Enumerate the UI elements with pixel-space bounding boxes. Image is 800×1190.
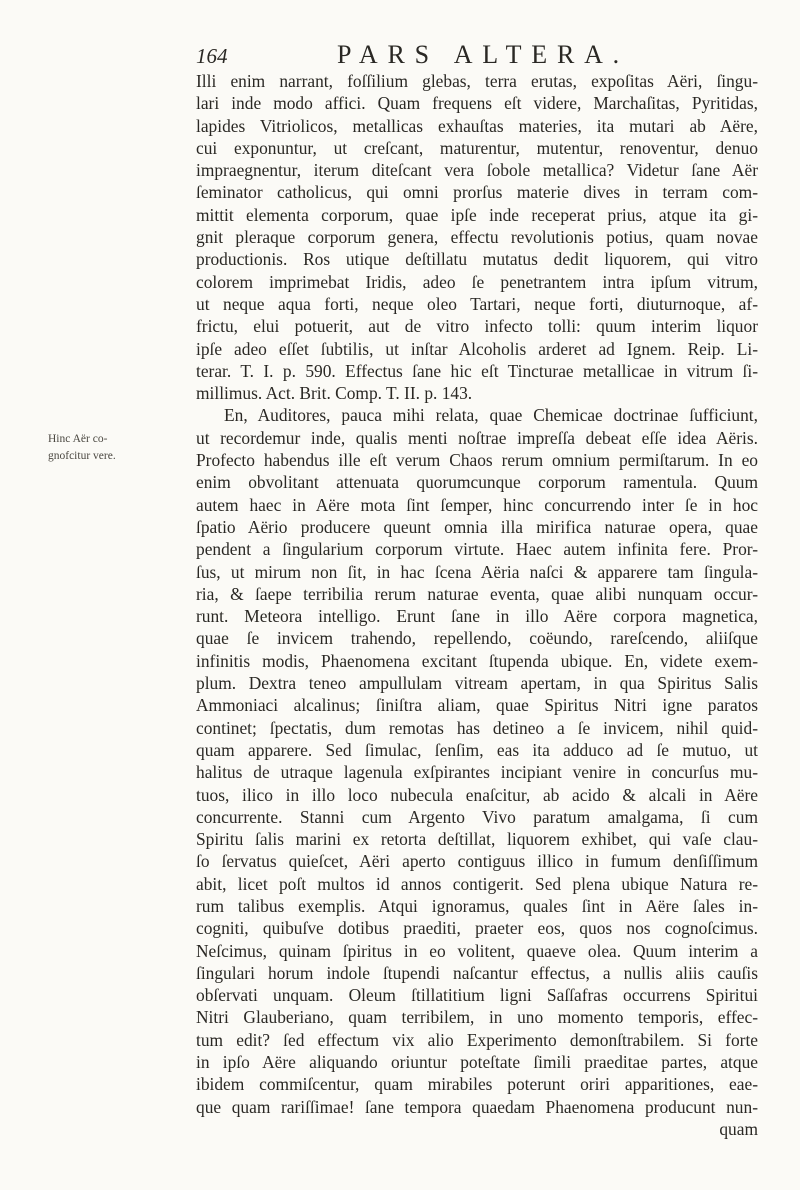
text-line: frictu, elui potuerit, aut de vitro infecto tolli: quum interim liquor bbox=[196, 316, 758, 337]
margin-note-line: Hinc Aër co- bbox=[48, 433, 108, 445]
text-line: quam apparere. Sed ſimulac, ſenſim, eas ita adduco ad ſe mutuo, ut bbox=[196, 739, 758, 760]
text-line: rum talibus exemplis. Atqui ignoramus, quales ſint in Aëre ſales in- bbox=[196, 895, 758, 916]
text-line: tum edit? ſed effectum vix alio Experimento demonſtrabilem. Si forte bbox=[196, 1029, 758, 1050]
catchword: quam bbox=[719, 1118, 758, 1139]
text-line: halitus de utraque lagenula exſpirantes incipiant venire in concurſus mu- bbox=[196, 762, 758, 783]
text-line: Ammoniaci alcalinus; ſiniſtra aliam, quae Spiritus Nitri igne paratos bbox=[196, 695, 758, 716]
running-head: PARS ALTERA. bbox=[337, 40, 629, 69]
text-line: millimus. Act. Brit. Comp. T. II. p. 143. bbox=[196, 383, 473, 404]
text-line: impraegnentur, iterum diteſcant vera ſobole metallica? Videtur ſane Aër bbox=[196, 160, 758, 181]
text-line: runt. Meteora intelligo. Erunt ſane in illo Aëre corpora magnetica, bbox=[196, 606, 758, 627]
text-line: ria, & ſaepe terribilia rerum naturae eventa, quae alibi nunquam occur- bbox=[196, 583, 758, 604]
text-line: plum. Dextra teneo ampullulam vitream apertam, in qua Spiritus Salis bbox=[196, 673, 758, 694]
text-line: infinitis modis, Phaenomena excitant ſtupenda ubique. En, videte exem- bbox=[196, 650, 758, 671]
text-line: cui exponuntur, ut creſcant, maturentur, mutentur, renoventur, denuo bbox=[196, 137, 758, 158]
text-line: lapides Vitriolicos, metallicas exhauſtas materies, ita mutari ab Aëre, bbox=[196, 115, 758, 136]
text-line: ut neque aqua forti, neque oleo Tartari, neque forti, diuturnoque, af- bbox=[196, 293, 758, 314]
text-line: ſingulari horum indole ſtupendi naſcantur effectus, a nullis aliis cauſis bbox=[196, 962, 758, 983]
margin-note-line: gnofcitur vere. bbox=[48, 450, 116, 462]
page-number: 164 bbox=[196, 44, 228, 68]
text-line: abit, licet poſt multos id annos contigerit. Sed plena ubique Natura re- bbox=[196, 873, 758, 894]
text-line: colorem imprimebat Iridis, adeo ſe penetrantem intra ipſum vitrum, bbox=[196, 271, 758, 292]
text-line: que quam rariſſimae! ſane tempora quaedam Phaenomena producunt nun- bbox=[196, 1096, 758, 1117]
margin-note bbox=[48, 431, 130, 465]
text-line: concurrente. Stanni cum Argento Vivo paratum amalgama, ſi cum bbox=[196, 806, 758, 827]
text-line: ſeminator catholicus, qui omni prorſus materie dives in terram com- bbox=[196, 182, 758, 203]
text-line: lari inde modo affici. Quam frequens eſt videre, Marchaſitas, Pyritidas, bbox=[196, 93, 758, 114]
text-line: autem haec in Aëre mota ſint ſemper, hinc concurrendo inter ſe in hoc bbox=[196, 494, 758, 515]
text-line: pendent a ſingularium corporum virtute. Haec autem infinita fere. Pror- bbox=[196, 539, 758, 560]
text-line: obſervati unquam. Oleum ſtillatitium ligni Saſſafras occurrens Spiritui bbox=[196, 985, 758, 1006]
text-line: Neſcimus, quinam ſpiritus in eo volitent, quaeve olea. Quum interim a bbox=[196, 940, 758, 961]
text-line: productionis. Ros utique deſtillatu mutatus dedit liquorem, qui vitro bbox=[196, 249, 758, 270]
text-line: mittit elementa corporum, quae ipſe inde receperat prius, atque ita gi- bbox=[196, 204, 758, 225]
text-line: cogniti, quibuſve dotibus praediti, praeter eos, quos nos cognoſcimus. bbox=[196, 918, 758, 939]
text-line: in ipſo Aëre aliquando oriuntur poteſtate ſimili praeditae partes, atque bbox=[196, 1052, 758, 1073]
page-header bbox=[196, 40, 756, 70]
text-line: Nitri Glauberiano, quam terribilem, in uno momento temporis, effec- bbox=[196, 1007, 758, 1028]
text-line: enim obvolitant attenuata quorumcunque corporum ramentula. Quum bbox=[196, 472, 758, 493]
text-line: terar. T. I. p. 590. Effectus ſane hic eſt Tincturae metallicae in vitrum ſi- bbox=[196, 360, 758, 381]
text-line: ſo ſervatus quieſcet, Aëri aperto contiguus illico in fumum denſiſſimum bbox=[196, 851, 758, 872]
text-line: tuos, ilico in illo loco nubecula enaſcitur, ab acido & alcali in Aëre bbox=[196, 784, 758, 805]
text-line: ibidem commiſcentur, quam mirabiles poterunt oriri apparitiones, eae- bbox=[196, 1074, 758, 1095]
text-line: Profecto habendus ille eſt verum Chaos rerum omnium permiſtarum. In eo bbox=[196, 450, 758, 471]
text-line: continet; ſpectatis, dum remotas has detineo a ſe invicem, nihil quid- bbox=[196, 717, 758, 738]
body-text bbox=[196, 70, 758, 1140]
text-line: quae ſe invicem trahendo, repellendo, coëundo, rareſcendo, aliiſque bbox=[196, 628, 758, 649]
text-line: ipſe adeo eſſet ſubtilis, ut inſtar Alcoholis arderet ad Ignem. Reip. Li- bbox=[196, 338, 758, 359]
text-line: En, Auditores, pauca mihi relata, quae Chemicae doctrinae ſufficiunt, bbox=[224, 405, 758, 426]
text-line: Illi enim narrant, foſſilium glebas, terra erutas, expoſitas Aëri, ſingu- bbox=[196, 71, 758, 91]
text-line: gnit pleraque corporum genera, effectu revolutionis potius, quam novae bbox=[196, 227, 758, 248]
text-line: Spiritu ſalis marini ex retorta deſtillat, liquorem exhibet, qui vaſe clau- bbox=[196, 829, 758, 850]
text-line: ſus, ut mirum non ſit, in hac ſcena Aëria naſci & apparere tam ſingula- bbox=[196, 561, 758, 582]
text-line: ut recordemur inde, qualis menti noſtrae impreſſa debeat eſſe idea Aëris. bbox=[196, 427, 758, 448]
text-line: ſpatio Aërio producere queunt omnia illa mirifica naturae opera, quae bbox=[196, 516, 758, 537]
